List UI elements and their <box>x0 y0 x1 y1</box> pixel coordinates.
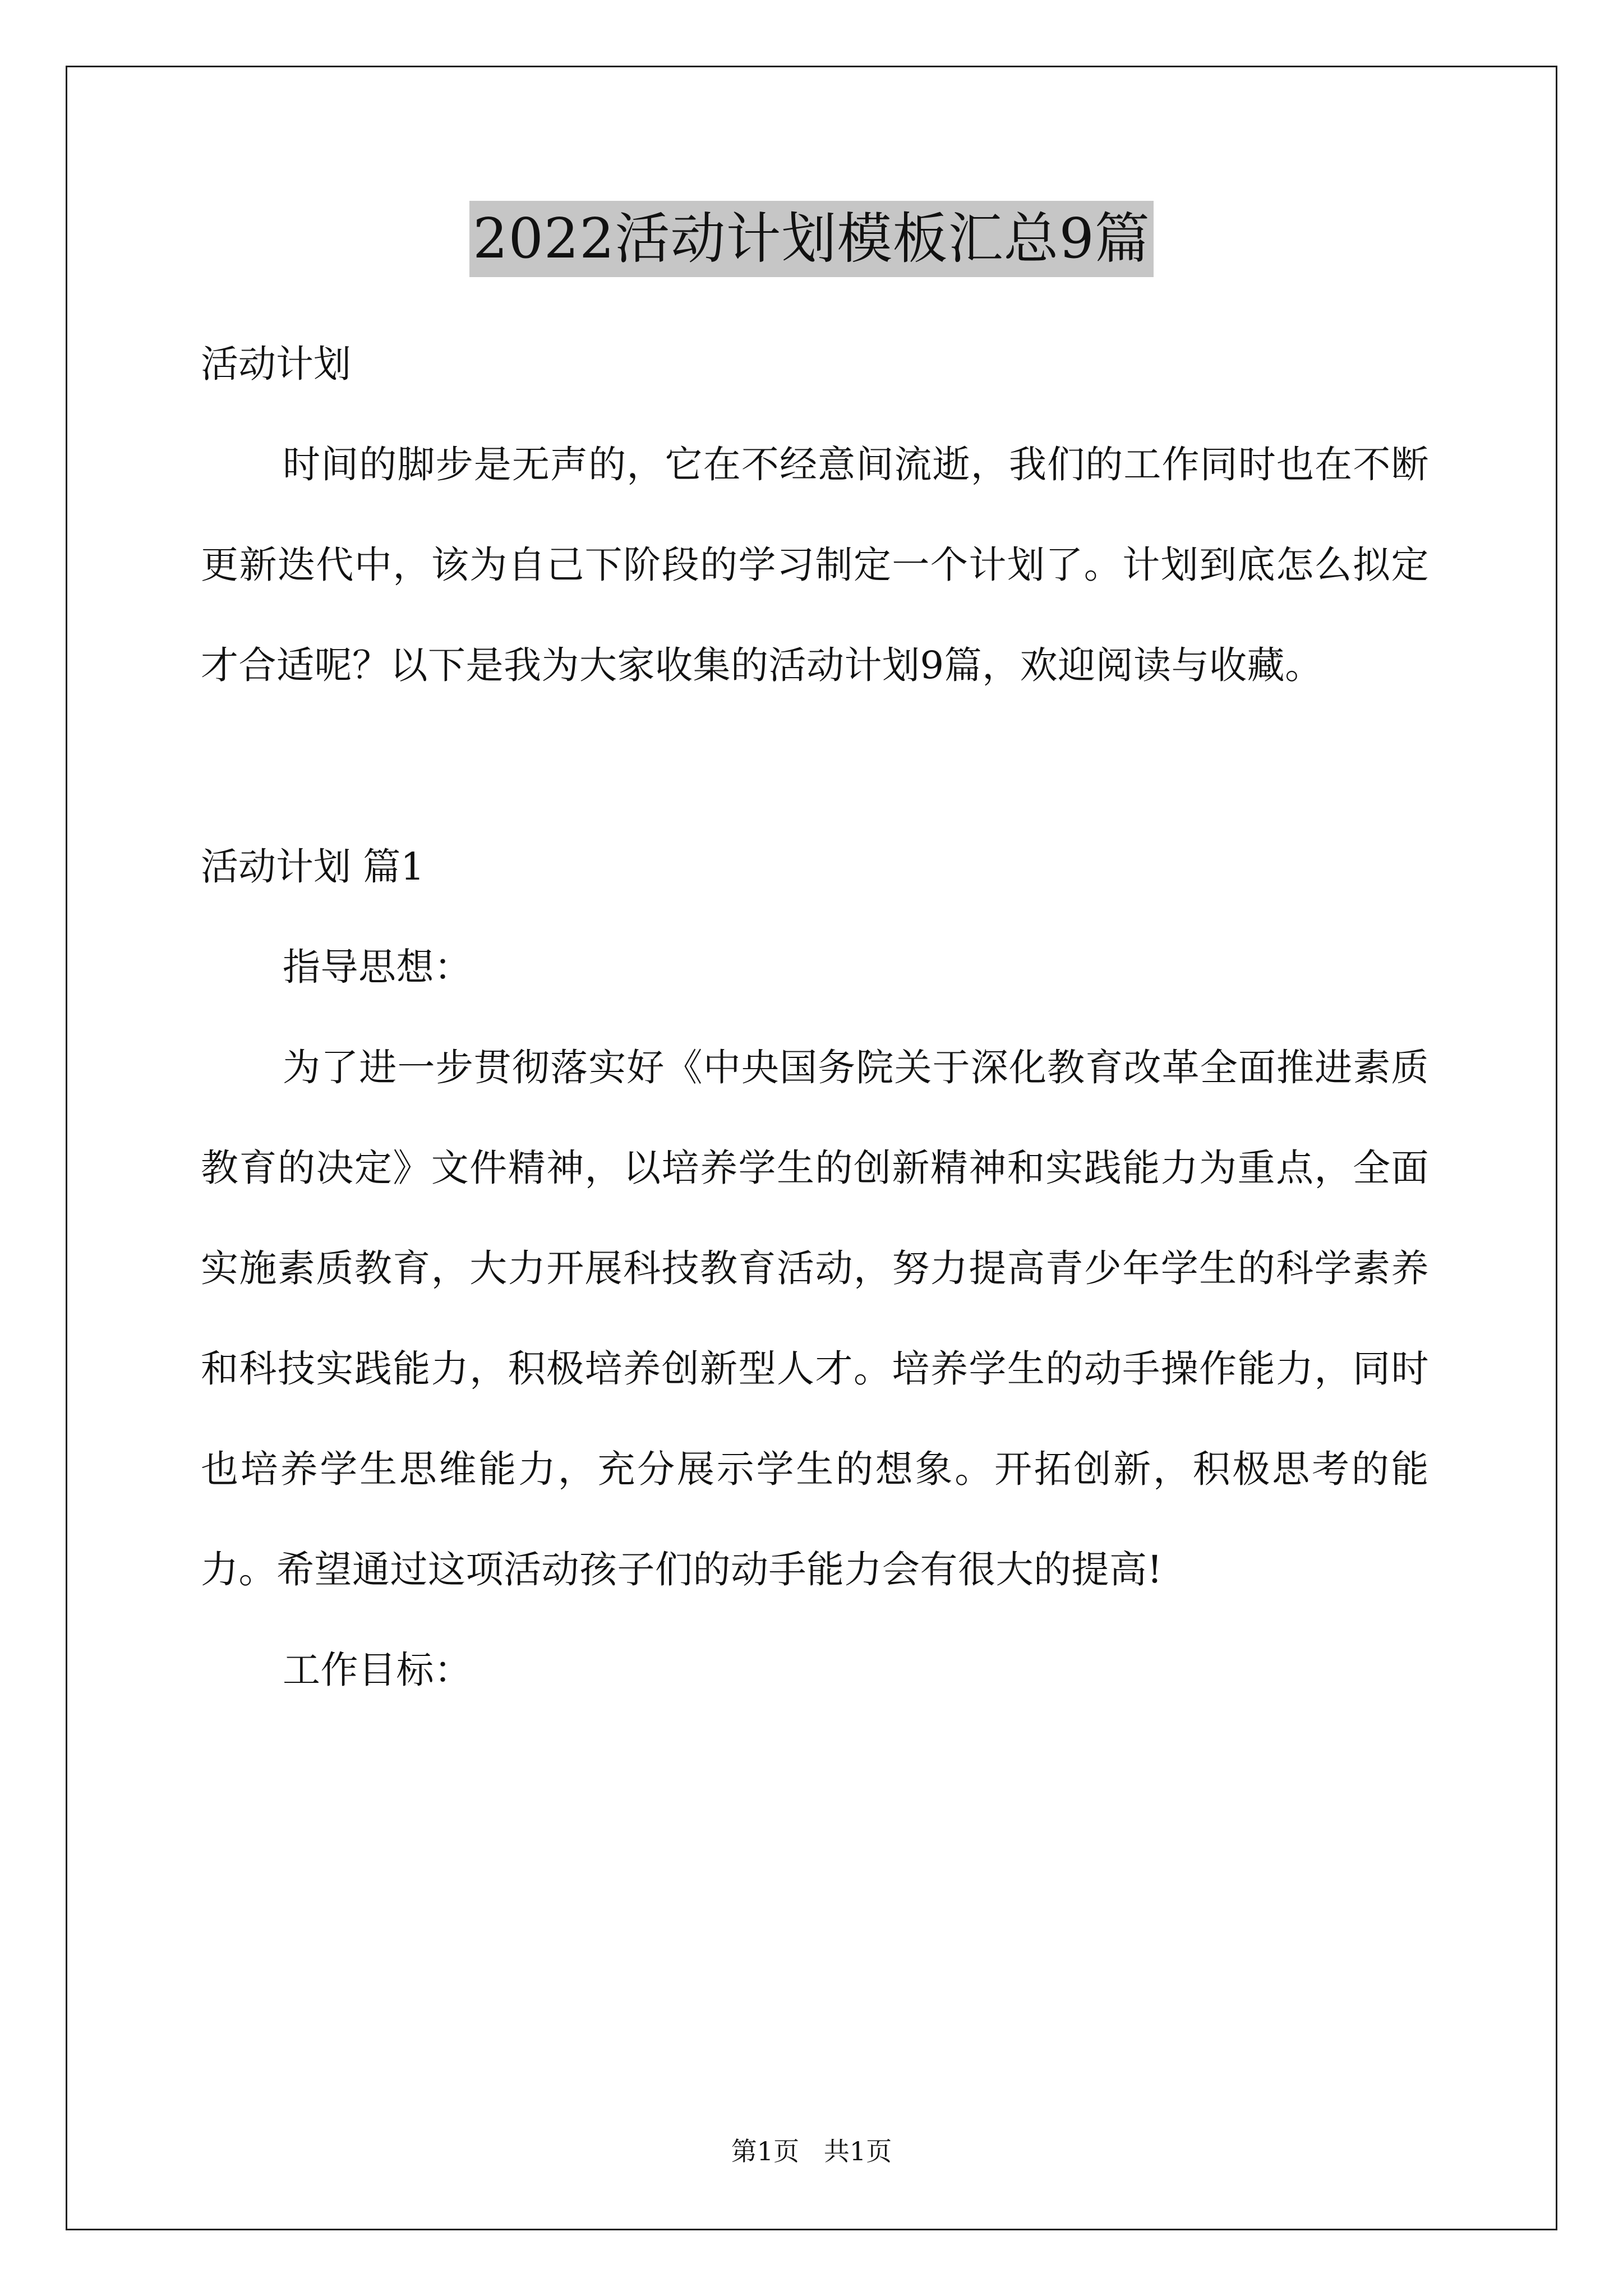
work-goals-label: 工作目标： <box>283 1648 472 1692</box>
guiding-thought-label: 指导思想： <box>283 945 472 989</box>
intro-heading: 活动计划 <box>201 342 351 386</box>
intro-paragraph: 时间的脚步是无声的，它在不经意间流逝，我们的工作同时也在不断更新迭代中，该为自己下阶段的学习制定一个计划了。计划到底怎么拟定才合适呢？以下是我为大家收集的活动计划9篇，欢迎阅读与收藏。 <box>201 443 1429 687</box>
section1-paragraph: 为了进一步贯彻落实好《中央国务院关于深化教育改革全面推进素质教育的决定》文件精神，以培养学生的创新精神和实践能力为重点，全面实施素质教育，大力开展科技教育活动，努力提高青少年学生的科学素养和科技实践能力，积极培养创新型人才。培养学生的动手操作能力，同时也培养学生思维能力，充分展示学生的想象。开拓创新，积极思考的能力。希望通过这项活动孩子们的动手能力会有很大的提高! <box>201 1046 1429 1591</box>
section1-heading: 活动计划 篇1 <box>201 845 425 889</box>
document-title: 2022活动计划模板汇总9篇 <box>469 201 1154 277</box>
document-body <box>201 314 1429 1720</box>
page-footer: 第1页 共1页 <box>731 2136 892 2166</box>
section-spacer <box>201 716 1429 817</box>
title-container <box>0 201 1623 277</box>
